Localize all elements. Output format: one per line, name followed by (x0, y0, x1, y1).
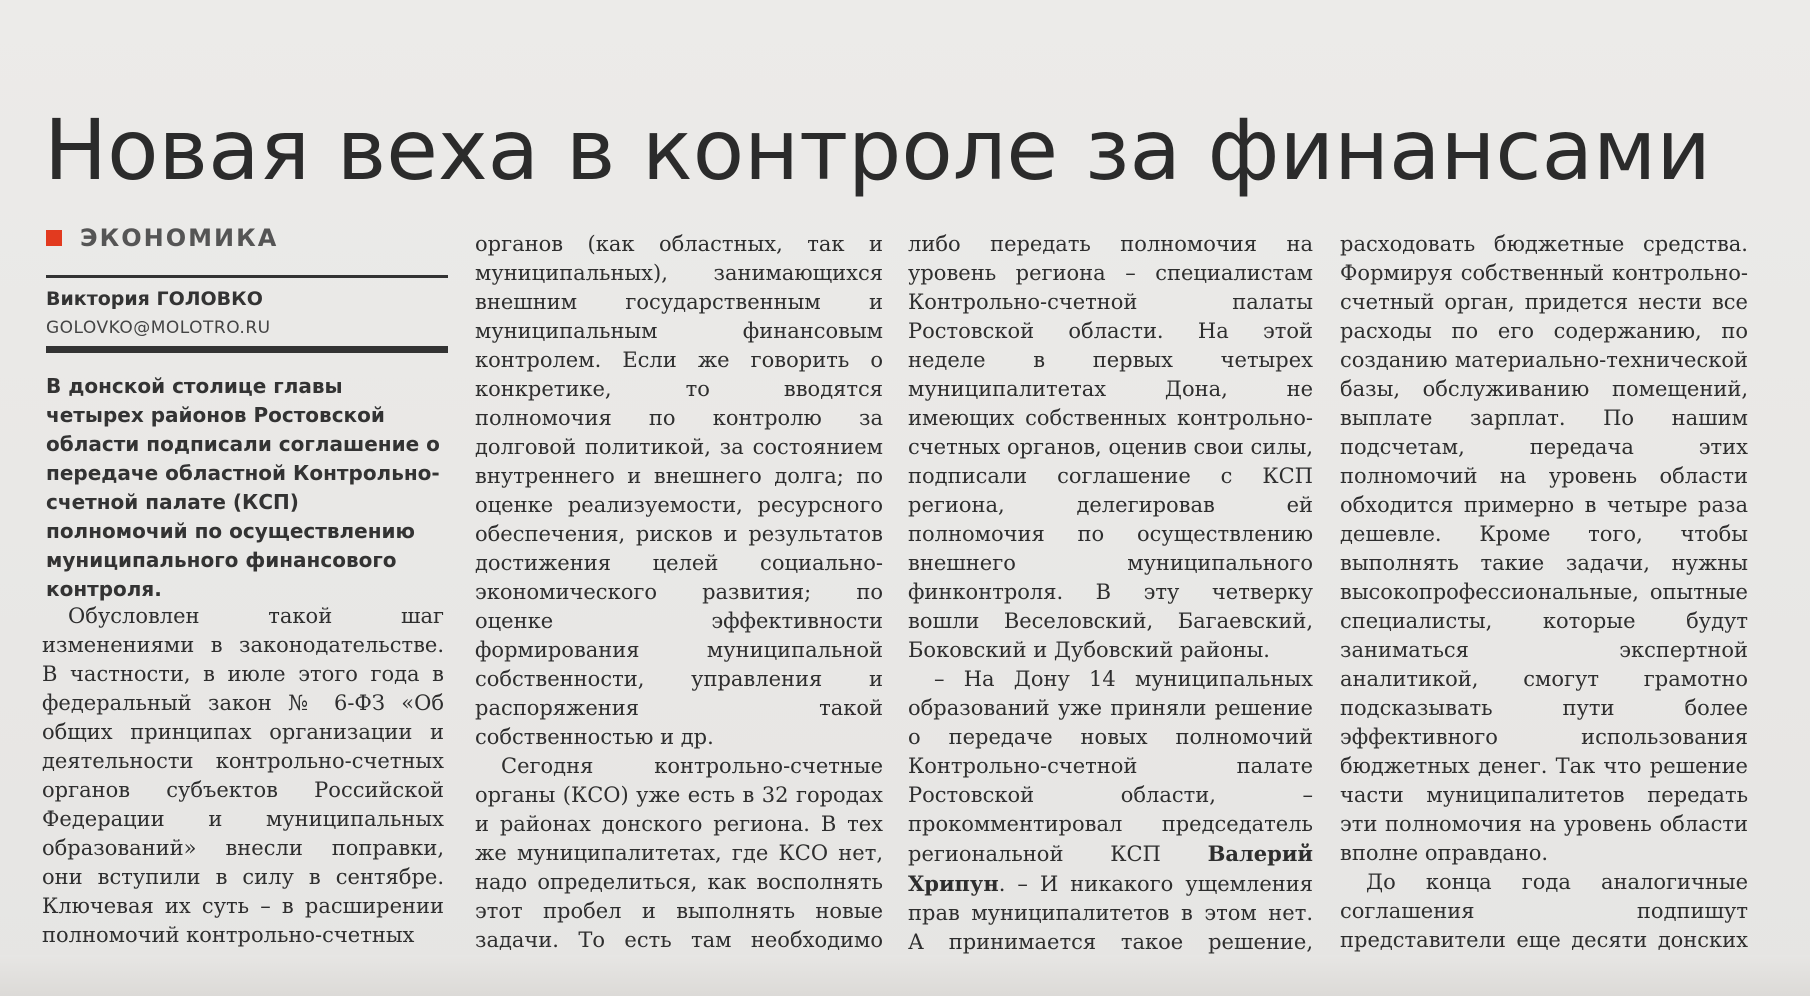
author-email: GOLOVKO@MOLOTRO.RU (46, 318, 271, 338)
author-name: Виктория ГОЛОВКО (46, 288, 263, 310)
column-1-paragraph: Обусловлен такой шаг изменениями в законодательстве. В частности, в июле этого года в федеральный закон № 6-ФЗ «Об общих принципах организации и деятельности контрольно-счетных органов субъектов Российской Федерации и муниципальных образований» внесли поправки, они вступили в силу в сентябре. Ключевая их суть – в расширении полномочий контрольно-счетных (42, 604, 444, 947)
text-column-2 (475, 230, 883, 984)
column-3-paragraph-2 (908, 665, 1313, 986)
section-rubric (46, 224, 278, 252)
quote-text-a: – На Дону 14 муниципальных образований уже приняли решение о передаче новых полномочий Контрольно-счетной палате Ростовской области, – прокомментировал председатель региональной КСП (908, 667, 1313, 866)
scan-bottom-strip (0, 955, 1810, 996)
text-column-4 (1340, 230, 1748, 984)
column-4-paragraph-2: До конца года аналогичные соглашения подпишут представители еще десяти донских (1340, 870, 1748, 952)
quoted-person-name: Валерий Хрипун (908, 841, 1313, 896)
rubric-square-icon (46, 230, 62, 246)
column-2-paragraph-1: органов (как областных, так и муниципальных), занимающихся внешним государственным и муниципальным финансовым контролем. Если же говорить о конкретике, то вводятся полномочия по контролю за долговой политикой, за состоянием внутреннего и внешнего долга; по оценке реализуемости, ресурсного обеспечения, рисков и результатов достижения целей социально-экономического развития; по оценке эффективности формирования муниципальной собственности, управления и распоряжения такой собственностью и др. (475, 232, 883, 749)
text-column-3 (908, 230, 1313, 986)
column-2-paragraph-2: Сегодня контрольно-счетные органы (КСО) уже есть в 32 городах и районах донского региона. В тех же муниципалитетах, где КСО нет, надо определиться, как восполнять этот пробел и выполнять новые задачи. То есть там необходимо (475, 754, 883, 952)
article-headline: Новая веха в контроле за финансами (44, 101, 1711, 199)
column-3-paragraph-1: либо передать полномочия на уровень региона – специалистам Контрольно-счетной палаты Ростовской области. На этой неделе в первых четырех муниципалитетах Дона, не имеющих собственных контрольно-счетных органов, оценив свои силы, подписали соглашение с КСП региона, делегировав ей полномочия по осуществлению внешнего муниципального финконтроля. В эту четверку вошли Веселовский, Багаевский, Боковский и Дубовский районы. (908, 232, 1313, 662)
divider-top (46, 275, 448, 278)
divider-bottom (46, 346, 448, 353)
rubric-label: ЭКОНОМИКА (80, 224, 279, 252)
column-4-paragraph-1: расходовать бюджетные средства. Формируя собственный контрольно-счетный орган, придется нести все расходы по его содержанию, по созданию материально-технической базы, обслуживанию помещений, выплате зарплат. По нашим подсчетам, передача этих полномочий на уровень области обходится примерно в четыре раза дешевле. Кроме того, чтобы выполнять такие задачи, нужны высокопрофессиональные, опытные специалисты, которые будут заниматься экспертной аналитикой, смогут грамотно подсказывать пути более эффективного использования бюджетных денег. Так что решение части муниципалитетов передать эти полномочия на уровень области вполне оправдано. (1340, 232, 1748, 865)
quote-text-b: . – И никакого ущемления прав муниципалитетов в этом нет. А принимается такое решение, (908, 872, 1313, 954)
text-column-1 (42, 602, 444, 950)
article-lead: В донской столице главы четырех районов Ростовской области подписали соглашение о передаче областной Контрольно-счетной палате (КСП) полномочий по осуществлению муниципального финансового контроля. (46, 374, 440, 601)
